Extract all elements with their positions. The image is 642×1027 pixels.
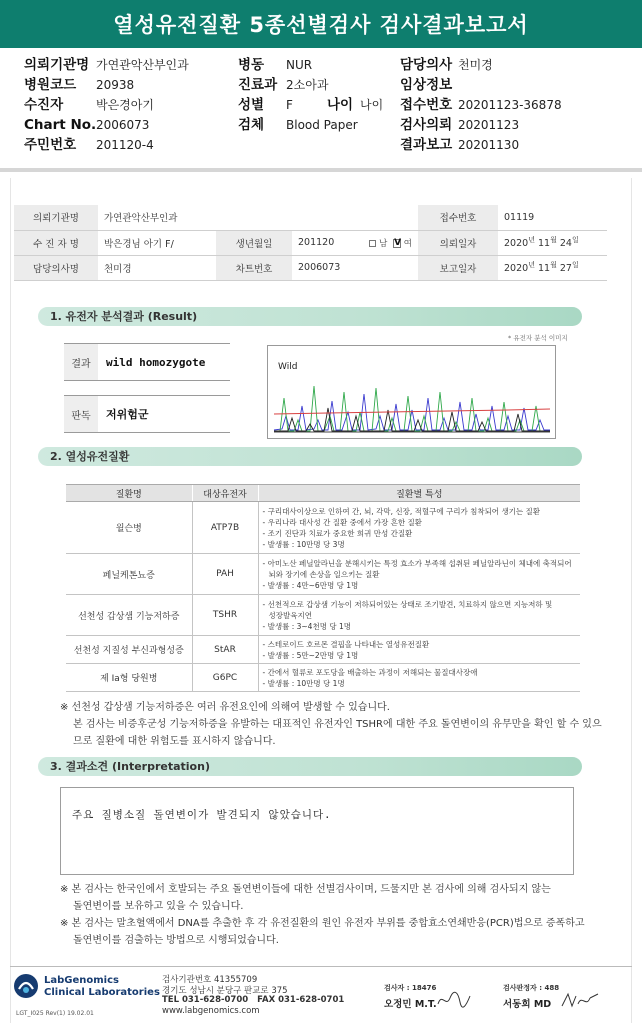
summary-label: 나이 xyxy=(327,97,354,113)
feature-line: - 조기 진단과 치료가 중요한 희귀 만성 간질환 xyxy=(262,528,413,538)
page-divider xyxy=(0,168,642,172)
interpretation-box xyxy=(60,787,574,875)
column-header: 대상유전자 xyxy=(192,485,258,502)
summary-value: 가연관악산부인과 xyxy=(96,58,189,72)
summary-label: 결과보고 xyxy=(400,137,453,153)
info-value xyxy=(292,230,418,255)
disease-name: 페닐케톤뇨증 xyxy=(66,554,192,595)
lab-phone xyxy=(162,995,344,1005)
info-value: 가연관악산부인과 xyxy=(98,205,418,230)
note-line: ※ 선천성 갑상샘 기능저하증은 여러 유전요인에 의해여 발생할 수 있습니다. xyxy=(60,702,390,713)
logo-text: Clinical Laboratories xyxy=(44,987,160,998)
summary-label: 검사의뢰 xyxy=(400,117,453,133)
feature-line: - 발생률 : 10만명 당 3명 xyxy=(262,539,345,549)
gender-female-label: 여 xyxy=(403,238,412,249)
note-line: 돌연변이를 보유하고 있을 수 있습니다. xyxy=(73,901,244,912)
info-label: 의뢰기관명 xyxy=(14,205,98,230)
labgenomics-logo-icon xyxy=(13,973,39,999)
summary-value: 20201130 xyxy=(458,138,520,152)
judgement-label: 판독 xyxy=(64,396,98,432)
checkbox-icon xyxy=(393,239,401,248)
disease-name: 윌슨병 xyxy=(66,502,192,554)
footer-divider xyxy=(10,966,632,967)
summary-label: 주민번호 xyxy=(24,137,77,153)
result-value: wild homozygote xyxy=(106,355,206,369)
info-label: 보고일자 xyxy=(418,255,498,280)
unit: 월 xyxy=(550,261,557,270)
feature-line: - 스테로이드 호르몬 결핍을 나타내는 열성유전질환 xyxy=(262,639,430,649)
table-row xyxy=(66,502,580,554)
dob-value: 201120 xyxy=(298,236,335,248)
unit: 일 xyxy=(571,261,579,270)
summary-label: 담당의사 xyxy=(400,57,453,73)
feature-line: - 우리나라 대사성 간 질환 중에서 가장 흔한 질환 xyxy=(262,517,422,527)
fax: FAX 031-628-0701 xyxy=(257,995,345,1005)
summary-value: F xyxy=(286,98,293,112)
note-line: 돌연변이를 검출하는 방법으로 시행되었습니다. xyxy=(73,935,279,946)
unit: 일 xyxy=(571,236,579,245)
approver-label: 검사판정자 : 488 xyxy=(503,984,560,992)
table-row xyxy=(66,636,580,664)
summary-label: Chart No. xyxy=(24,117,97,133)
tester-name: 오정민 M.T. xyxy=(384,999,437,1010)
info-value xyxy=(498,255,607,280)
info-value xyxy=(498,230,607,255)
image-note: * 유전자 분석 이미지 xyxy=(508,334,568,342)
tel: TEL 031-628-0700 xyxy=(162,995,249,1005)
info-label: 담당의사명 xyxy=(14,255,98,280)
info-value: 2006073 xyxy=(292,255,418,280)
chromatogram-image xyxy=(267,345,556,439)
note-line: 므로 질환에 대한 위험도를 표시하지 않습니다. xyxy=(73,736,276,747)
gene-name: PAH xyxy=(192,554,258,595)
info-label: 수 진 자 명 xyxy=(14,230,98,255)
tester-label: 검사자 : 18476 xyxy=(384,984,437,992)
summary-value: 박은경아기 xyxy=(96,98,154,112)
date-month: 11 xyxy=(537,238,551,250)
info-label: 의뢰일자 xyxy=(418,230,498,255)
note-line: ※ 본 검사는 말초혈액에서 DNA를 추출한 후 각 유전질환의 원인 유전자 부위를 중합효소연쇄반응(PCR)법으로 증폭하고 xyxy=(60,918,585,929)
approver-name: 서동희 MD xyxy=(503,999,552,1010)
table-row xyxy=(66,664,580,692)
lab-number: 검사기관번호 41355709 xyxy=(162,975,258,985)
feature-line: 뇌와 장기에 손상을 일으키는 질환 xyxy=(268,569,380,579)
table-row xyxy=(66,554,580,595)
disease-features xyxy=(258,636,580,664)
checkbox-icon xyxy=(369,240,376,247)
summary-label: 병원코드 xyxy=(24,77,77,93)
result-row xyxy=(64,343,230,381)
summary-value: 2소아과 xyxy=(286,78,329,92)
unit: 년 xyxy=(528,236,535,245)
info-value: 01119 xyxy=(498,205,607,230)
section-header-diseases: 2. 열성유전질환 xyxy=(38,447,582,466)
disease-features xyxy=(258,502,580,554)
note-line: 본 검사는 비증후군성 기능저하증을 유발하는 대표적인 유전자인 TSHR에 대한 주요 돌연변이의 유무만을 확인 할 수 있으 xyxy=(73,719,602,730)
tshr-note xyxy=(60,699,602,750)
info-label: 생년월일 xyxy=(216,230,292,255)
table-row xyxy=(66,595,580,636)
summary-value: 201120-4 xyxy=(96,138,154,152)
date-year: 2020 xyxy=(504,238,529,250)
chromatogram-label: Wild xyxy=(278,362,298,372)
gene-name: G6PC xyxy=(192,664,258,692)
date-day: 27 xyxy=(559,263,572,275)
disease-features xyxy=(258,554,580,595)
summary-value: 20201123 xyxy=(458,118,520,132)
gender-male-label: 남 xyxy=(379,238,388,249)
feature-line: 성장발육지연 xyxy=(268,610,312,620)
feature-line: - 선천적으로 갑상샘 기능이 저하되어있는 상태로 조기발견, 치료하지 않으면 지능저하 및 xyxy=(262,599,553,609)
result-label: 결과 xyxy=(64,344,98,380)
interpretation-text: 주요 질병소질 돌연변이가 발견되지 않았습니다. xyxy=(72,809,332,821)
summary-value: 20201123-36878 xyxy=(458,98,562,112)
note-line: ※ 본 검사는 한국인에서 호발되는 주요 돌연변이들에 대한 선별검사이며, 드물지만 본 검사에 의해 검사되지 않는 xyxy=(60,884,551,895)
summary-value: 천미경 xyxy=(458,58,493,72)
summary-label: 검체 xyxy=(238,117,265,133)
form-revision: LGT_I025 Rev(1) 19.02.01 xyxy=(16,1010,94,1017)
gene-name: StAR xyxy=(192,636,258,664)
disease-table xyxy=(66,484,580,692)
summary-value: 20938 xyxy=(96,78,135,92)
date-month: 11 xyxy=(537,263,551,275)
summary-label: 의뢰기관명 xyxy=(24,57,90,73)
gene-name: ATP7B xyxy=(192,502,258,554)
section-header-interpretation: 3. 결과소견 (Interpretation) xyxy=(38,757,582,776)
chromatogram-trace xyxy=(268,346,555,438)
judgement-row xyxy=(64,395,230,433)
patient-info-table xyxy=(14,205,607,281)
feature-line: - 아미노산 페닐알라닌을 분해시키는 특정 효소가 부족해 섭취된 페닐알라닌이 체내에 축적되어 xyxy=(262,558,572,568)
summary-label: 수진자 xyxy=(24,97,64,113)
feature-line: - 구리대사이상으로 인하여 간, 뇌, 각막, 신장, 적혈구에 구리가 침착되어 생기는 질환 xyxy=(262,506,541,516)
section-header-result: 1. 유전자 분석결과 (Result) xyxy=(38,307,582,326)
summary-label: 접수번호 xyxy=(400,97,453,113)
disease-features xyxy=(258,595,580,636)
judgement-value: 저위험군 xyxy=(106,408,149,421)
summary-label: 병동 xyxy=(238,57,265,73)
approver-signature xyxy=(560,990,600,1010)
info-value: 천미경 xyxy=(98,255,216,280)
method-notes xyxy=(60,881,585,949)
feature-line: - 발생률 : 5만~2만명 당 1명 xyxy=(262,650,359,660)
lab-address: 경기도 성남시 분당구 판교로 375 xyxy=(162,986,288,996)
info-label: 접수번호 xyxy=(418,205,498,230)
disease-features xyxy=(258,664,580,692)
date-year: 2020 xyxy=(504,263,529,275)
summary-value: Blood Paper xyxy=(286,118,358,132)
summary-value: 나이 xyxy=(360,98,384,112)
disease-name: 선천성 갑상샘 기능저하증 xyxy=(66,595,192,636)
check-mark: V xyxy=(394,237,402,248)
unit: 년 xyxy=(528,261,535,270)
feature-line: - 발생률 : 3~4천명 당 1명 xyxy=(262,621,351,631)
unit: 월 xyxy=(550,236,557,245)
column-header: 질환별 특성 xyxy=(258,485,580,502)
report-title: 열성유전질환 5종선별검사 검사결과보고서 xyxy=(0,0,642,48)
summary-label: 진료과 xyxy=(238,77,278,93)
lab-website: www.labgenomics.com xyxy=(162,1006,260,1016)
tester-signature xyxy=(436,990,472,1010)
disease-name: 제 Ia형 당원병 xyxy=(66,664,192,692)
summary-block xyxy=(0,52,642,164)
column-header: 질환명 xyxy=(66,485,192,502)
summary-value: 2006073 xyxy=(96,118,150,132)
feature-line: - 발생률 : 10만명 당 1명 xyxy=(262,678,345,688)
disease-name: 선천성 지질성 부신과형성증 xyxy=(66,636,192,664)
summary-label: 임상정보 xyxy=(400,77,453,93)
summary-value: NUR xyxy=(286,58,313,72)
logo-text: LabGenomics xyxy=(44,975,119,986)
date-day: 24 xyxy=(559,238,572,250)
feature-line: - 간에서 혈류로 포도당을 배출하는 과정이 저해되는 물질대사장애 xyxy=(262,667,478,677)
gene-name: TSHR xyxy=(192,595,258,636)
gender-checkboxes xyxy=(369,237,412,249)
info-label: 차트번호 xyxy=(216,255,292,280)
summary-label: 성별 xyxy=(238,97,265,113)
feature-line: - 발생률 : 4만~6만명 당 1명 xyxy=(262,580,359,590)
info-value: 박은경님 아기 F/ xyxy=(98,230,216,255)
